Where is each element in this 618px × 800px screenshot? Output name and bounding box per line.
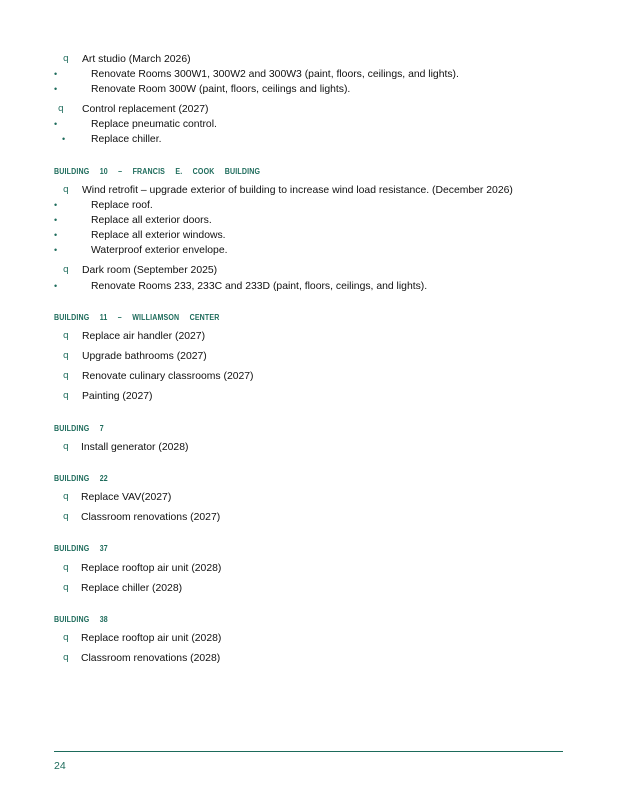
section-heading: BUILDING 38 [54, 614, 108, 624]
bullet-dot-icon: • [54, 215, 58, 225]
bullet-q-icon: q [63, 512, 69, 522]
section-heading: BUILDING 22 [54, 473, 108, 483]
bullet-dot-icon: • [54, 230, 58, 240]
bullet-q-icon: q [63, 563, 69, 573]
bullet-q-icon: q [63, 653, 69, 663]
bullet-dot-icon: • [54, 119, 58, 129]
bullet-dot-icon: • [54, 200, 58, 210]
bullet-q-icon: q [63, 442, 69, 452]
section-heading: BUILDING 7 [54, 423, 104, 433]
bullet-q-icon: q [63, 351, 69, 361]
bullet-q-icon: q [63, 492, 69, 502]
bullet-q-icon: q [63, 371, 69, 381]
bullet-q-icon: q [63, 331, 69, 341]
bullet-dot-icon: • [54, 84, 58, 94]
bullet-dot-icon: • [62, 134, 66, 144]
footer-divider [54, 751, 563, 752]
section-heading: BUILDING 37 [54, 543, 108, 553]
bullet-dot-icon: • [54, 281, 58, 291]
document-page: q Art studio (March 2026) • Renovate Rooms 300W1, 300W2 and 300W3 (paint, floors, ceilings, and lights). • Renovate Room 300W (paint, floors, ceilings and lights). q Control replacement (2027) • Replace pneumatic control. • Replace chiller. BUILDING 10 – FRANCIS E. COOK BUILDING q Wind retrofit – upgrade exterior of building to increase wind load resistance. (December 2026) • Replace roof. • Replace all exterior doors. • Replace all exterior windows. • Waterproof exterior envelope. q Dark room (September 2025) • Renovate Rooms 233, 233C and 233D (paint, floors, ceilings, and lights). BUILDING 11 – WILLIAMSON CENTER q Replace air handler (2027) q Upgrade bathrooms (2027) q Renovate culinary classrooms (2027) q Painting (2027) BUILDING 7 q Install generator (2028) BUILDING 22 q Replace VAV(2027) q Classroom renovations (2027) BUILDING 37 q Replace rooftop air unit (2028) q Replace chiller (2028) BUILDING 38 q Replace rooftop air unit (2028) q Classroom renovations (2028) 24 [0, 0, 618, 800]
bullet-q-icon: q [63, 54, 69, 64]
page-number: 24 [54, 760, 66, 772]
bullet-q-icon: q [58, 104, 64, 114]
bullet-q-icon: q [63, 185, 69, 195]
bullet-q-icon: q [63, 391, 69, 401]
bullet-q-icon: q [63, 583, 69, 593]
bullet-q-icon: q [63, 265, 69, 275]
section-heading: BUILDING 10 – FRANCIS E. COOK BUILDING [54, 166, 261, 176]
bullet-q-icon: q [63, 633, 69, 643]
bullet-dot-icon: • [54, 69, 58, 79]
bullet-dot-icon: • [54, 245, 58, 255]
section-heading: BUILDING 11 – WILLIAMSON CENTER [54, 312, 220, 322]
